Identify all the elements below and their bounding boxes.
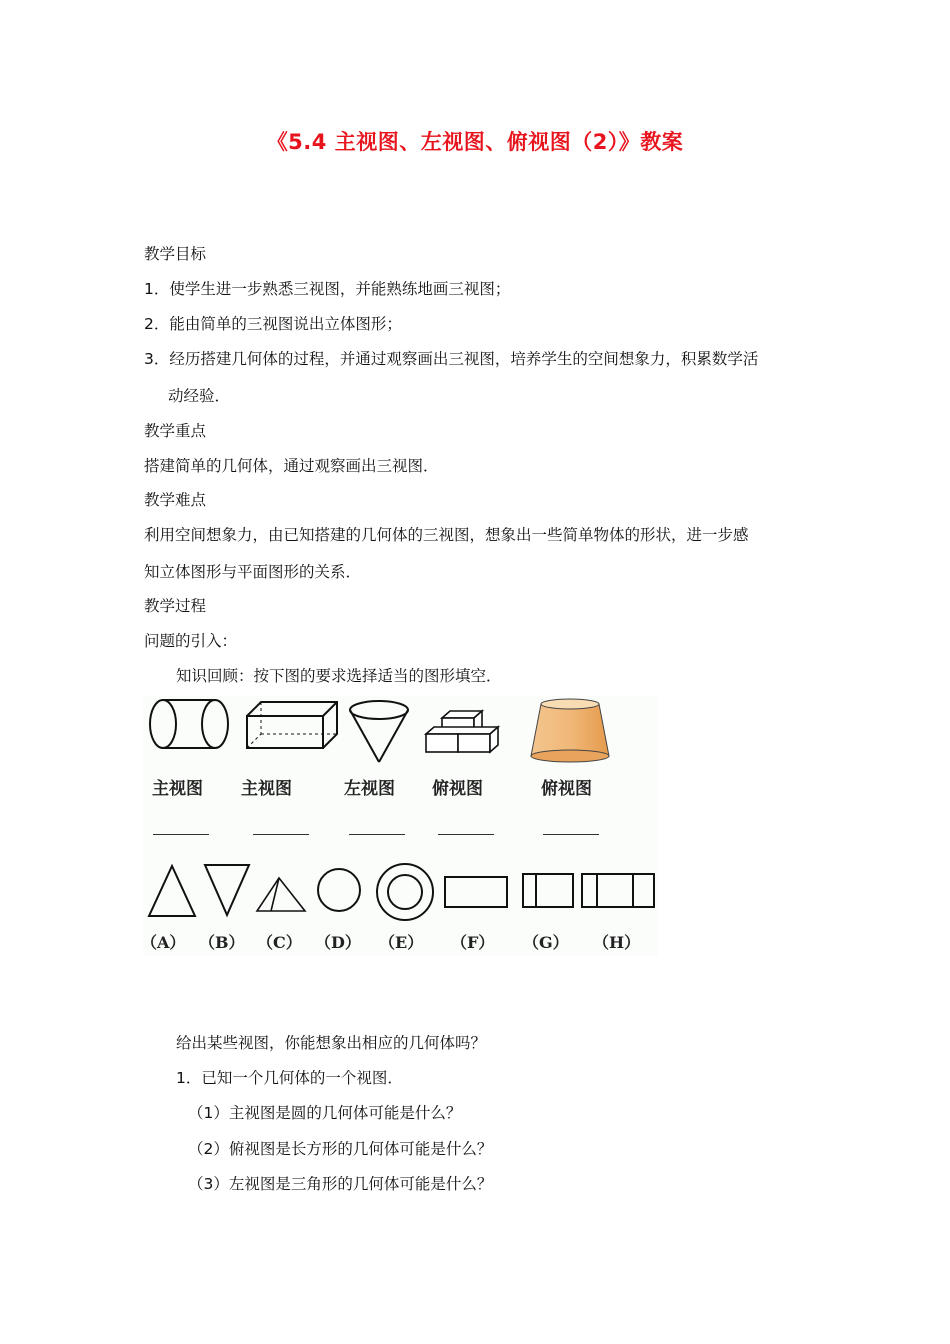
question-1-3: （3）左视图是三角形的几何体可能是什么？	[188, 1175, 493, 1193]
cylinder-shape	[150, 700, 228, 748]
page-title: 《5.4 主视图、左视图、俯视图（2）》教案	[266, 130, 684, 154]
process-heading: 教学过程	[144, 597, 207, 615]
key-heading: 教学重点	[144, 422, 207, 440]
geometry-figure	[143, 696, 658, 956]
questions-intro: 给出某些视图，你能想象出相应的几何体吗？	[176, 1034, 487, 1052]
cone-shape	[350, 701, 408, 762]
option-label-g: （G）	[523, 933, 569, 952]
option-c-pyramid	[257, 878, 305, 911]
question-1: 1．已知一个几何体的一个视图．	[176, 1069, 403, 1087]
option-label-e: （E）	[379, 933, 424, 952]
answer-blank-4	[438, 834, 494, 835]
option-label-h: （H）	[593, 933, 641, 952]
option-label-a: （A）	[141, 933, 186, 952]
goal-1: 1．使学生进一步熟悉三视图，并能熟练地画三视图；	[144, 280, 511, 298]
view-label-1: 主视图	[152, 779, 203, 799]
goal-3: 3．经历搭建几何体的过程，并通过观察画出三视图，培养学生的空间想象力，积累数学活	[144, 350, 759, 368]
option-label-b: （B）	[199, 933, 245, 952]
goal-3-cont: 动经验．	[168, 387, 231, 405]
stacked-cubes-shape	[426, 711, 498, 752]
option-f-rectangle	[445, 877, 507, 907]
option-label-f: （F）	[451, 933, 495, 952]
difficulty-heading: 教学难点	[144, 491, 207, 509]
view-label-3: 左视图	[344, 779, 395, 799]
question-1-1: （1）主视图是圆的几何体可能是什么？	[188, 1104, 462, 1122]
view-label-2: 主视图	[241, 779, 292, 799]
view-label-4: 俯视图	[432, 779, 483, 799]
goals-heading: 教学目标	[144, 245, 207, 263]
answer-blank-3	[349, 834, 405, 835]
option-e-ring	[377, 864, 433, 920]
view-label-5: 俯视图	[541, 779, 592, 799]
option-d-circle	[318, 869, 360, 911]
box-shape	[247, 702, 337, 748]
question-1-2: （2）俯视图是长方形的几何体可能是什么？	[188, 1140, 493, 1158]
difficulty-text: 利用空间想象力，由已知搭建的几何体的三视图，想象出一些简单物体的形状，进一步感	[144, 526, 749, 544]
difficulty-text-cont: 知立体图形与平面图形的关系．	[144, 563, 362, 581]
option-g-rectangle-split	[523, 874, 573, 907]
option-label-d: （D）	[315, 933, 361, 952]
figure-drawing	[143, 696, 658, 956]
intro-heading: 问题的引入：	[144, 632, 238, 650]
answer-blank-1	[153, 834, 209, 835]
option-b-inverted-triangle	[205, 865, 249, 915]
review-text: 知识回顾：按下图的要求选择适当的图形填空．	[176, 667, 502, 685]
answer-blank-2	[253, 834, 309, 835]
answer-blank-5	[543, 834, 599, 835]
option-label-c: （C）	[257, 933, 302, 952]
goal-2: 2．能由简单的三视图说出立体图形；	[144, 315, 402, 333]
frustum-shape	[531, 699, 609, 762]
option-a-triangle	[149, 866, 195, 916]
option-h-rectangle-split	[582, 874, 654, 907]
key-text: 搭建简单的几何体，通过观察画出三视图．	[144, 457, 439, 475]
